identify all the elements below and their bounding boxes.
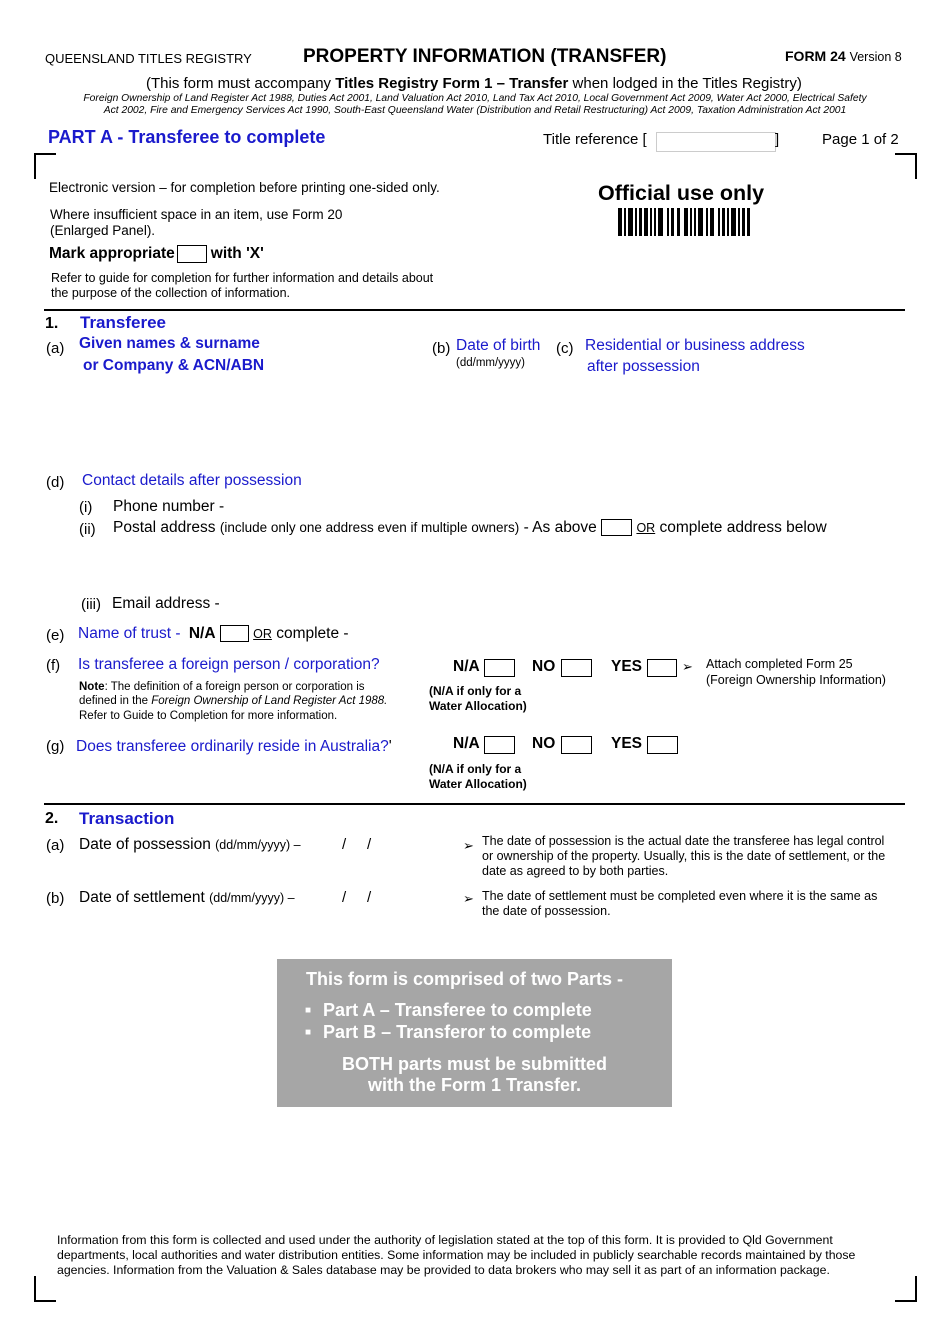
reside-yes-label: YES [611, 735, 643, 752]
title-reference-input[interactable] [656, 132, 776, 152]
reside-question-text: Does transferee ordinarily reside in Australia? [76, 738, 389, 755]
notice-line-2: BOTH parts must be submitted [341, 1054, 608, 1074]
section-2-title: Transaction [79, 809, 175, 828]
part-a-title: PART A - Transferee to complete [48, 127, 326, 147]
accompany-post: when lodged in the Titles Registry) [568, 75, 802, 92]
foreign-na-checkbox[interactable] [484, 659, 515, 677]
foreign-yes-label: YES [611, 658, 643, 675]
two-parts-notice [277, 959, 672, 1107]
address-label: Residential or business address [585, 337, 805, 354]
mark-appropriate [49, 245, 264, 263]
foreign-person-question: Is transferee a foreign person / corporation? [78, 656, 380, 673]
trust-na-checkbox[interactable] [220, 625, 249, 642]
s2-a-label: (a) [46, 837, 65, 854]
postal-address-line [113, 519, 827, 537]
form-number [785, 48, 902, 64]
date-of-possession-format: (dd/mm/yyyy) – [215, 838, 301, 852]
foreign-no-checkbox[interactable] [561, 659, 592, 677]
trust-na-label: N/A [188, 625, 216, 642]
postal-address-note: (include only one address even if multiple owners) [219, 520, 520, 535]
complete-below-label: complete address below [659, 519, 827, 536]
possession-note-1: The date of possession is the actual date the transferee has legal control [482, 834, 885, 848]
note-bold: Note [79, 681, 105, 693]
s1-g-label: (g) [46, 738, 65, 755]
reside-yes-checkbox[interactable] [647, 736, 678, 754]
attach-form-25: Attach completed Form 25 [706, 657, 853, 671]
acts-line-2: Act 2002, Fire and Emergency Services Act 1990, South-East Queensland Water (Distribution and Retail Restructuring) Act 2009, Taxation Administration Act 2001 [103, 105, 847, 116]
s1-a-label: (a) [46, 340, 65, 357]
s2-b-label: (b) [46, 890, 65, 907]
foreign-note-3: Refer to Guide to Completion for more information. [79, 710, 338, 722]
trust-or-label: OR [253, 627, 272, 641]
as-above-checkbox[interactable] [601, 519, 632, 536]
attach-form-25-desc: (Foreign Ownership Information) [706, 673, 886, 687]
acts-line-1: Foreign Ownership of Land Register Act 1988, Duties Act 2001, Land Valuation Act 2010, Land Tax Act 2010, Local Government Act 2009, Water Act 2000, Electrical Safety [83, 93, 867, 104]
accompany-pre: (This form must accompany [146, 75, 336, 92]
electronic-note: Electronic version – for completion before printing one-sided only. [49, 180, 440, 195]
possession-note-3: date as agreed to by both parties. [482, 864, 669, 878]
notice-bullet-2-text: Part B – Transferor to complete [323, 1022, 592, 1042]
reside-tick: ' [388, 738, 392, 755]
as-above-label: - As above [523, 519, 597, 536]
reside-no-label: NO [532, 735, 556, 752]
reside-na-note-2: Water Allocation) [429, 777, 527, 791]
name-of-trust-label: Name of trust - [78, 625, 181, 642]
footer-line-3: agencies. Information from the Valuation & Sales database may be provided to data brokers who may sell it as part of an information package. [57, 1263, 830, 1277]
date-of-settlement-format: (dd/mm/yyyy) – [209, 891, 295, 905]
page-number: Page 1 of 2 [822, 131, 899, 148]
date-of-possession-input[interactable]: / / [342, 836, 372, 853]
section-1-title: Transferee [80, 313, 166, 332]
s1-d-label: (d) [46, 474, 65, 491]
trust-complete-label: complete - [276, 625, 349, 642]
date-of-settlement-input[interactable]: / / [342, 889, 372, 906]
form-title: PROPERTY INFORMATION (TRANSFER) [303, 46, 667, 67]
divider-1 [44, 309, 905, 311]
settlement-note-2: the date of possession. [482, 904, 611, 918]
foreign-note-2 [79, 695, 387, 707]
footer-line-2: departments, local authorities and water distribution entities. Some information may be included in publicly searchable records maintained by those [57, 1248, 856, 1262]
corner-mark-tr [895, 153, 917, 179]
corner-mark-br [895, 1276, 917, 1302]
bullet-icon: ■ [305, 1027, 312, 1038]
arrow-icon: ➢ [682, 659, 693, 674]
bullet-icon: ■ [305, 1005, 312, 1016]
notice-bullet-1 [305, 1000, 592, 1021]
company-label: or Company & ACN/ABN [83, 357, 265, 374]
footer-line-1: Information from this form is collected and used under the authority of legislation stated at the top of this form. It is provided to Qld Government [57, 1233, 833, 1247]
date-of-birth-format: (dd/mm/yyyy) [456, 357, 525, 369]
note-text-1: : The definition of a foreign person or corporation is [104, 681, 365, 693]
corner-mark-tl [34, 153, 56, 179]
postal-address-label: Postal address [113, 519, 216, 536]
foreign-na-note-2: Water Allocation) [429, 699, 527, 713]
accompany-bold: Titles Registry Form 1 – Transfer [335, 75, 569, 92]
note-text-2i: Foreign Ownership of Land Register Act 1988. [151, 695, 388, 707]
phone-number-label: Phone number - [113, 498, 225, 515]
notice-bullet-1-text: Part A – Transferee to complete [323, 1000, 592, 1020]
accompany-note [146, 75, 802, 92]
example-checkbox [177, 245, 207, 263]
reside-australia-question [76, 738, 392, 756]
or-label: OR [636, 521, 656, 535]
s1-f-label: (f) [46, 657, 61, 674]
refer-note-1: Refer to guide for completion for further information and details about [51, 271, 434, 285]
s1-c-label: (c) [556, 340, 574, 357]
divider-2 [44, 803, 905, 805]
s1-b-label: (b) [432, 340, 451, 357]
date-of-settlement-label: Date of settlement [79, 889, 205, 906]
foreign-note-1 [79, 681, 365, 693]
corner-mark-bl [34, 1276, 56, 1302]
s1-e-label: (e) [46, 627, 65, 644]
foreign-no-label: NO [532, 658, 556, 675]
note-text-2a: defined in the [79, 695, 152, 707]
form-version: Version 8 [849, 50, 902, 64]
section-1-number: 1. [45, 315, 59, 332]
title-reference-close: ] [775, 131, 780, 148]
date-of-birth-label: Date of birth [456, 337, 541, 354]
form-no: FORM 24 [785, 48, 846, 64]
after-possession-label: after possession [587, 358, 700, 375]
date-of-possession-line [79, 836, 301, 854]
title-reference-label: Title reference [ [543, 131, 647, 148]
foreign-na-label: N/A [453, 658, 480, 675]
email-address-label: Email address - [112, 595, 220, 612]
mark-post: with 'X' [210, 245, 264, 263]
settlement-note-1: The date of settlement must be completed even where it is the same as [482, 889, 878, 903]
arrow-icon: ➢ [463, 891, 474, 906]
given-names-label: Given names & surname [79, 335, 260, 352]
date-of-settlement-line [79, 889, 295, 907]
contact-details-label: Contact details after possession [82, 472, 302, 489]
possession-note-2: or ownership of the property. Usually, this is the date of settlement, or the [482, 849, 886, 863]
section-2-number: 2. [45, 810, 59, 827]
s1-iii-label: (iii) [81, 596, 101, 613]
arrow-icon: ➢ [463, 838, 474, 853]
trust-line [78, 625, 349, 643]
s1-ii-label: (ii) [79, 521, 96, 538]
notice-line-3: with the Form 1 Transfer. [367, 1075, 582, 1095]
s1-i-label: (i) [79, 499, 93, 516]
mark-pre: Mark appropriate [49, 245, 175, 263]
date-of-possession-label: Date of possession [79, 836, 211, 853]
reside-na-checkbox[interactable] [484, 736, 515, 754]
official-use-label: Official use only [598, 181, 765, 205]
refer-note-2: the purpose of the collection of information. [51, 286, 291, 300]
notice-bullet-2 [305, 1022, 591, 1043]
foreign-yes-checkbox[interactable] [647, 659, 677, 677]
registry-name: QUEENSLAND TITLES REGISTRY [45, 51, 252, 66]
reside-na-note-1: (N/A if only for a [429, 762, 522, 776]
reside-na-label: N/A [453, 735, 480, 752]
insufficient-note-2: (Enlarged Panel). [50, 223, 156, 238]
insufficient-note-1: Where insufficient space in an item, use Form 20 [50, 207, 343, 222]
notice-heading: This form is comprised of two Parts - [306, 969, 624, 989]
barcode-icon [618, 208, 750, 236]
reside-no-checkbox[interactable] [561, 736, 592, 754]
foreign-na-note-1: (N/A if only for a [429, 684, 522, 698]
